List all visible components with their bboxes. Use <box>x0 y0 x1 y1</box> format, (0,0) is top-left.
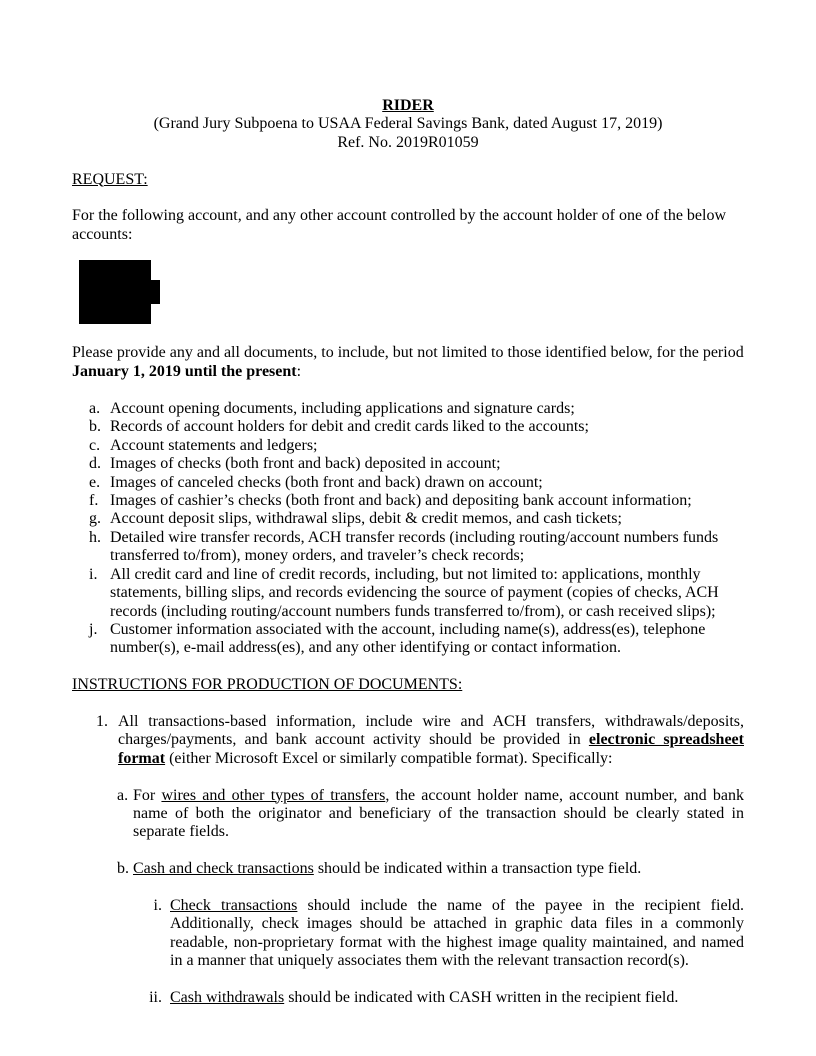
request-item-d <box>72 455 744 473</box>
document-title: RIDER <box>382 97 434 114</box>
request-item-text: Images of checks (both front and back) deposited in account; <box>110 455 501 473</box>
period-text-bold: January 1, 2019 until the present <box>72 362 297 380</box>
instruction-item-1b-i <box>72 897 744 971</box>
request-item-f <box>72 492 744 510</box>
instruction-item-1 <box>72 713 744 768</box>
request-item-marker: b. <box>89 418 101 436</box>
request-item-marker: j. <box>89 620 98 638</box>
document-ref-no: Ref. No. 2019R01059 <box>337 133 479 151</box>
instruction-item-marker: ii. <box>149 988 162 1006</box>
period-text-post: : <box>296 362 302 380</box>
request-item-j <box>72 621 744 658</box>
request-item-text: Images of cashier’s checks (both front and back) and depositing bank account information; <box>110 492 692 510</box>
instruction-item-text: (either Microsoft Excel or similarly compatible format). Specifically: <box>165 749 613 767</box>
request-intro: For the following account, and any other account controlled by the account holder of one of the below accounts: <box>72 207 727 243</box>
request-item-h <box>72 529 744 566</box>
instruction-item-text: All transactions-based information, include wire and ACH transfers, withdrawals/deposits, charges/payments, and bank account activity should be provided in <box>118 712 744 749</box>
request-period-paragraph <box>72 344 744 381</box>
request-heading <box>72 171 744 189</box>
instruction-item-underline: Cash and check transactions <box>133 860 314 878</box>
request-item-marker: f. <box>89 492 99 510</box>
request-item-i <box>72 566 744 621</box>
instruction-item-1b <box>72 860 744 878</box>
request-item-text: All credit card and line of credit records, including, but not limited to: applications, monthly statements, billing slips, and records evidencing the source of payment (copies of checks, ACH records (including routing/account numbers funds transferred to/from), or cash received slips); <box>110 565 719 620</box>
request-item-marker: d. <box>89 455 101 473</box>
request-item-text: Account statements and ledgers; <box>110 436 318 454</box>
instruction-item-text: For <box>133 786 162 804</box>
title-block <box>72 97 744 152</box>
request-item-text: Account opening documents, including applications and signature cards; <box>110 400 575 418</box>
redaction-box <box>79 260 151 324</box>
instruction-item-marker: i. <box>153 896 162 914</box>
instruction-item-marker: 1. <box>96 712 108 730</box>
request-item-text: Customer information associated with the account, including name(s), address(es), telephone number(s), e-mail address(es), and any other identifying or contact information. <box>110 620 706 657</box>
request-item-b <box>72 418 744 436</box>
instruction-item-1a <box>72 787 744 842</box>
request-item-text: Images of canceled checks (both front and back) drawn on account; <box>110 473 543 491</box>
request-item-marker: a. <box>89 400 101 418</box>
request-item-a <box>72 400 744 418</box>
request-item-marker: i. <box>89 565 98 583</box>
request-item-marker: g. <box>89 510 101 528</box>
request-item-c <box>72 437 744 455</box>
instruction-item-text: , the account holder name, account number, and bank name of both the originator and beneficiary of the transaction should be clearly stated in separate fields. <box>133 786 744 841</box>
request-item-marker: e. <box>89 473 101 491</box>
instruction-item-text: should include the name of the payee in the recipient field. Additionally, check images should be attached in graphic data files in a commonly readable, non-proprietary format with the highest image quality maintained, and named in a manner that uniquely associates them with the relevant transaction record(s). <box>170 896 745 970</box>
instruction-item-emphasis: electronic spreadsheet format <box>118 731 744 767</box>
request-item-marker: h. <box>89 528 101 546</box>
request-item-text: Records of account holders for debit and credit cards liked to the accounts; <box>110 418 589 436</box>
request-item-e <box>72 474 744 492</box>
instruction-item-underline: wires and other types of transfers <box>161 786 386 804</box>
instructions-heading-text: INSTRUCTIONS FOR PRODUCTION OF DOCUMENTS: <box>72 676 463 694</box>
instruction-item-marker: b. <box>117 860 129 878</box>
request-item-text: Account deposit slips, withdrawal slips, debit & credit memos, and cash tickets; <box>110 510 622 528</box>
request-item-g <box>72 510 744 528</box>
period-text-pre: Please provide any and all documents, to include, but not limited to those identified below, for the period <box>72 344 744 362</box>
instruction-item-text: should be indicated within a transaction type field. <box>313 860 642 878</box>
request-item-marker: c. <box>89 436 101 454</box>
request-items-list <box>72 400 744 658</box>
instruction-item-1b-ii <box>72 989 744 1007</box>
instruction-item-underline: Cash withdrawals <box>170 988 285 1006</box>
instruction-item-text: should be indicated with CASH written in the recipient field. <box>284 988 679 1006</box>
instruction-item-marker: a. <box>117 786 129 804</box>
document-subtitle: (Grand Jury Subpoena to USAA Federal Savings Bank, dated August 17, 2019) <box>153 115 663 133</box>
instruction-item-underline: Check transactions <box>170 896 298 914</box>
request-heading-text: REQUEST: <box>72 170 148 188</box>
request-item-text: Detailed wire transfer records, ACH transfer records (including routing/account numbers funds transferred to/from), money orders, and traveler’s check records; <box>110 528 719 565</box>
instructions-heading <box>72 676 744 694</box>
